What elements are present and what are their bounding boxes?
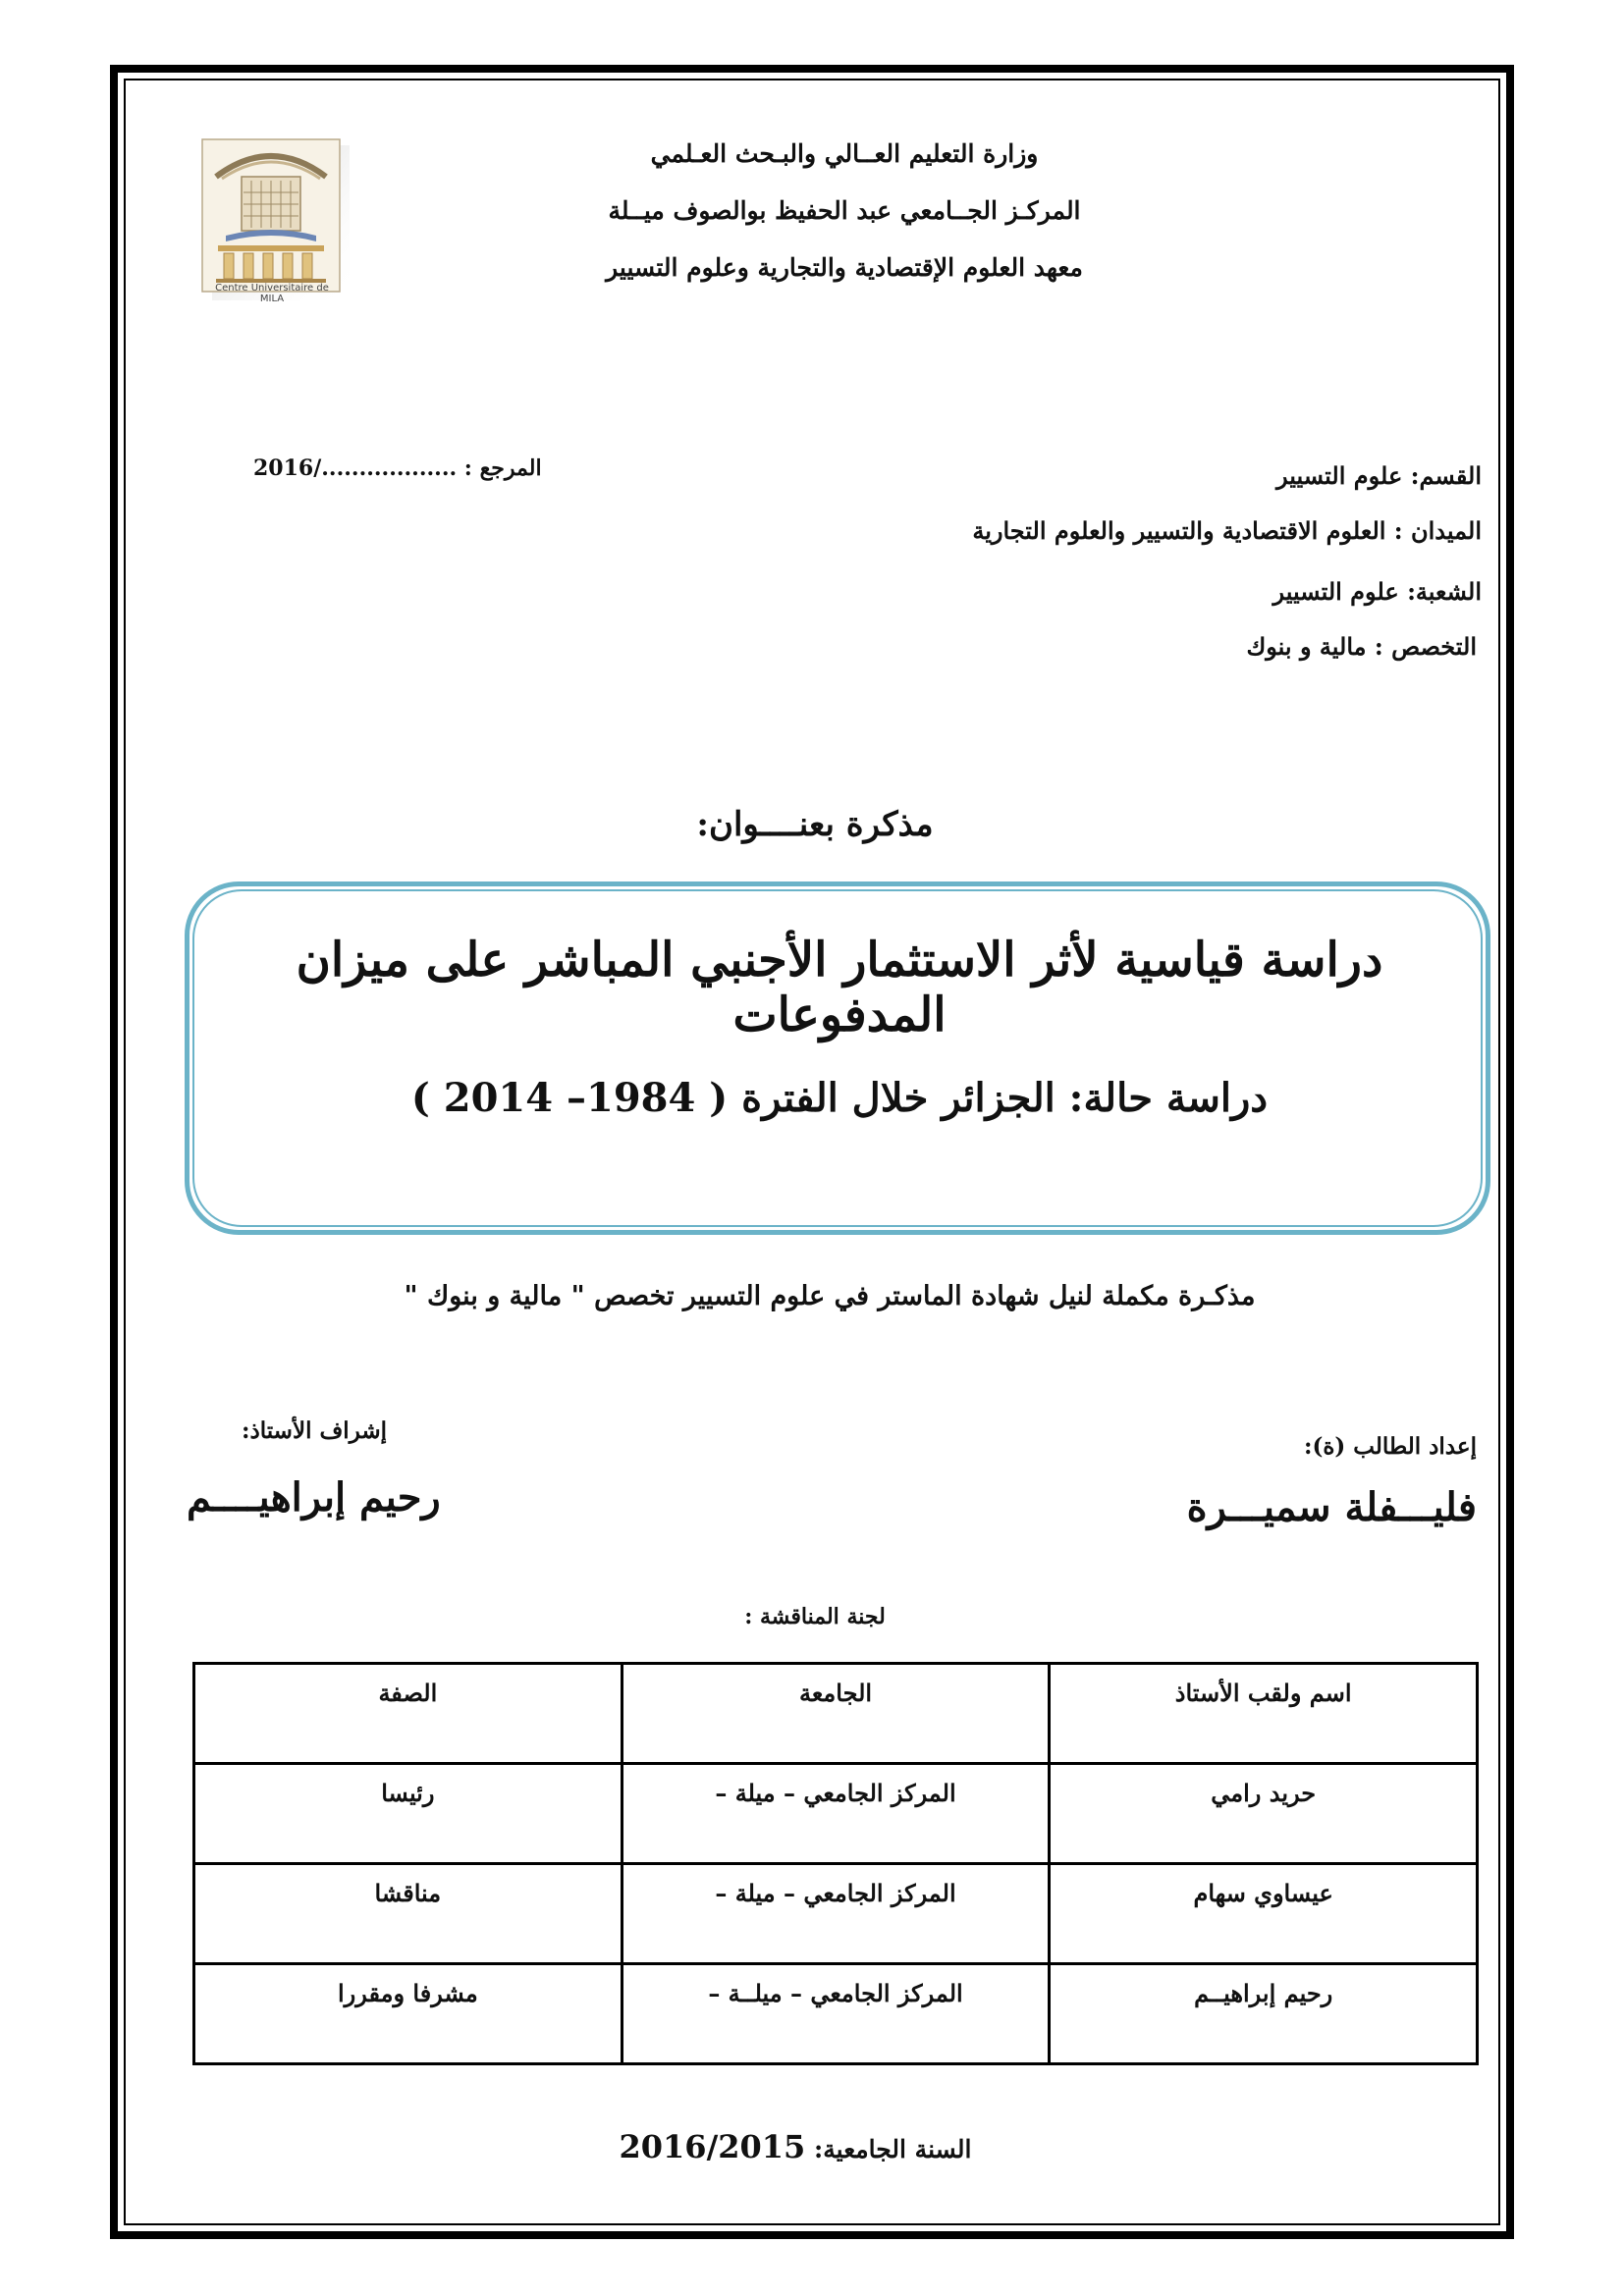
supervisor-label: إشراف الأستاذ: (242, 1417, 388, 1444)
thesis-title: دراسة قياسية لأثر الاستثمار الأجنبي المباشر على ميزان المدفوعات (296, 933, 1383, 1042)
ministry-name: وزارة التعليم العــالي والبـحث العـلمي (650, 139, 1039, 168)
role: رئيسا (194, 1764, 623, 1864)
reference-number: المرجع : ................../2016 (253, 455, 542, 481)
university: المركز الجامعي – ميلــة – (622, 1964, 1050, 2064)
academic-year-label: السنة الجامعية: (814, 2135, 972, 2163)
institute-name: معهد العلوم الإقتصادية والتجارية وعلوم التسيير (606, 253, 1083, 282)
table-row (194, 1964, 1478, 2064)
professor-name: حريد رامي (1050, 1764, 1478, 1864)
logo-caption: Centre Universitaire de MILA (215, 283, 329, 304)
university-logo-icon (196, 137, 358, 304)
academic-year-value: 2016/2015 (619, 2128, 806, 2165)
branch: الشعبة: علوم التسيير (1272, 577, 1482, 606)
case-study-title: دراسة حالة: الجزائر خلال الفترة ( 1984– 2014 ) (410, 1075, 1269, 1121)
academic-year (589, 2128, 1001, 2165)
subject-heading: مذكرة بعنــــوان: (696, 805, 934, 844)
role: مشرفا ومقررا (194, 1964, 623, 2064)
table-header-row (194, 1664, 1478, 1764)
university-center-name: المركـز الجــامعي عبد الحفيظ بوالصوف ميــلة (608, 196, 1081, 225)
jury-caption: لجنة المناقشة : (744, 1604, 886, 1629)
university: المركز الجامعي – ميلة – (622, 1864, 1050, 1964)
department: القسم: علوم التسيير (1276, 461, 1482, 490)
header-university: الجامعة (622, 1664, 1050, 1764)
student-name: فليـــفلة سميـــرة (1186, 1484, 1477, 1530)
table-row (194, 1864, 1478, 1964)
jury-table (192, 1662, 1479, 2065)
thesis-purpose-note: مذكـرة مكملة لنيل شهادة الماستر في علوم التسيير تخصص " مالية و بنوك " (404, 1281, 1256, 1311)
header-role: الصفة (194, 1664, 623, 1764)
professor-name: عيساوي سهام (1050, 1864, 1478, 1964)
table-row (194, 1764, 1478, 1864)
role: مناقشا (194, 1864, 623, 1964)
university: المركز الجامعي – ميلة – (622, 1764, 1050, 1864)
field: الميدان : العلوم الاقتصادية والتسيير والعلوم التجارية (972, 516, 1482, 545)
professor-name: رحيم إبراهيــم (1050, 1964, 1478, 2064)
specialty: التخصص : مالية و بنوك (1246, 632, 1477, 661)
student-label: إعداد الطالب (ة): (1303, 1433, 1477, 1460)
supervisor-name: رحيم إبراهيــــم (187, 1474, 441, 1521)
header-professor-name: اسم ولقب الأستاذ (1050, 1664, 1478, 1764)
